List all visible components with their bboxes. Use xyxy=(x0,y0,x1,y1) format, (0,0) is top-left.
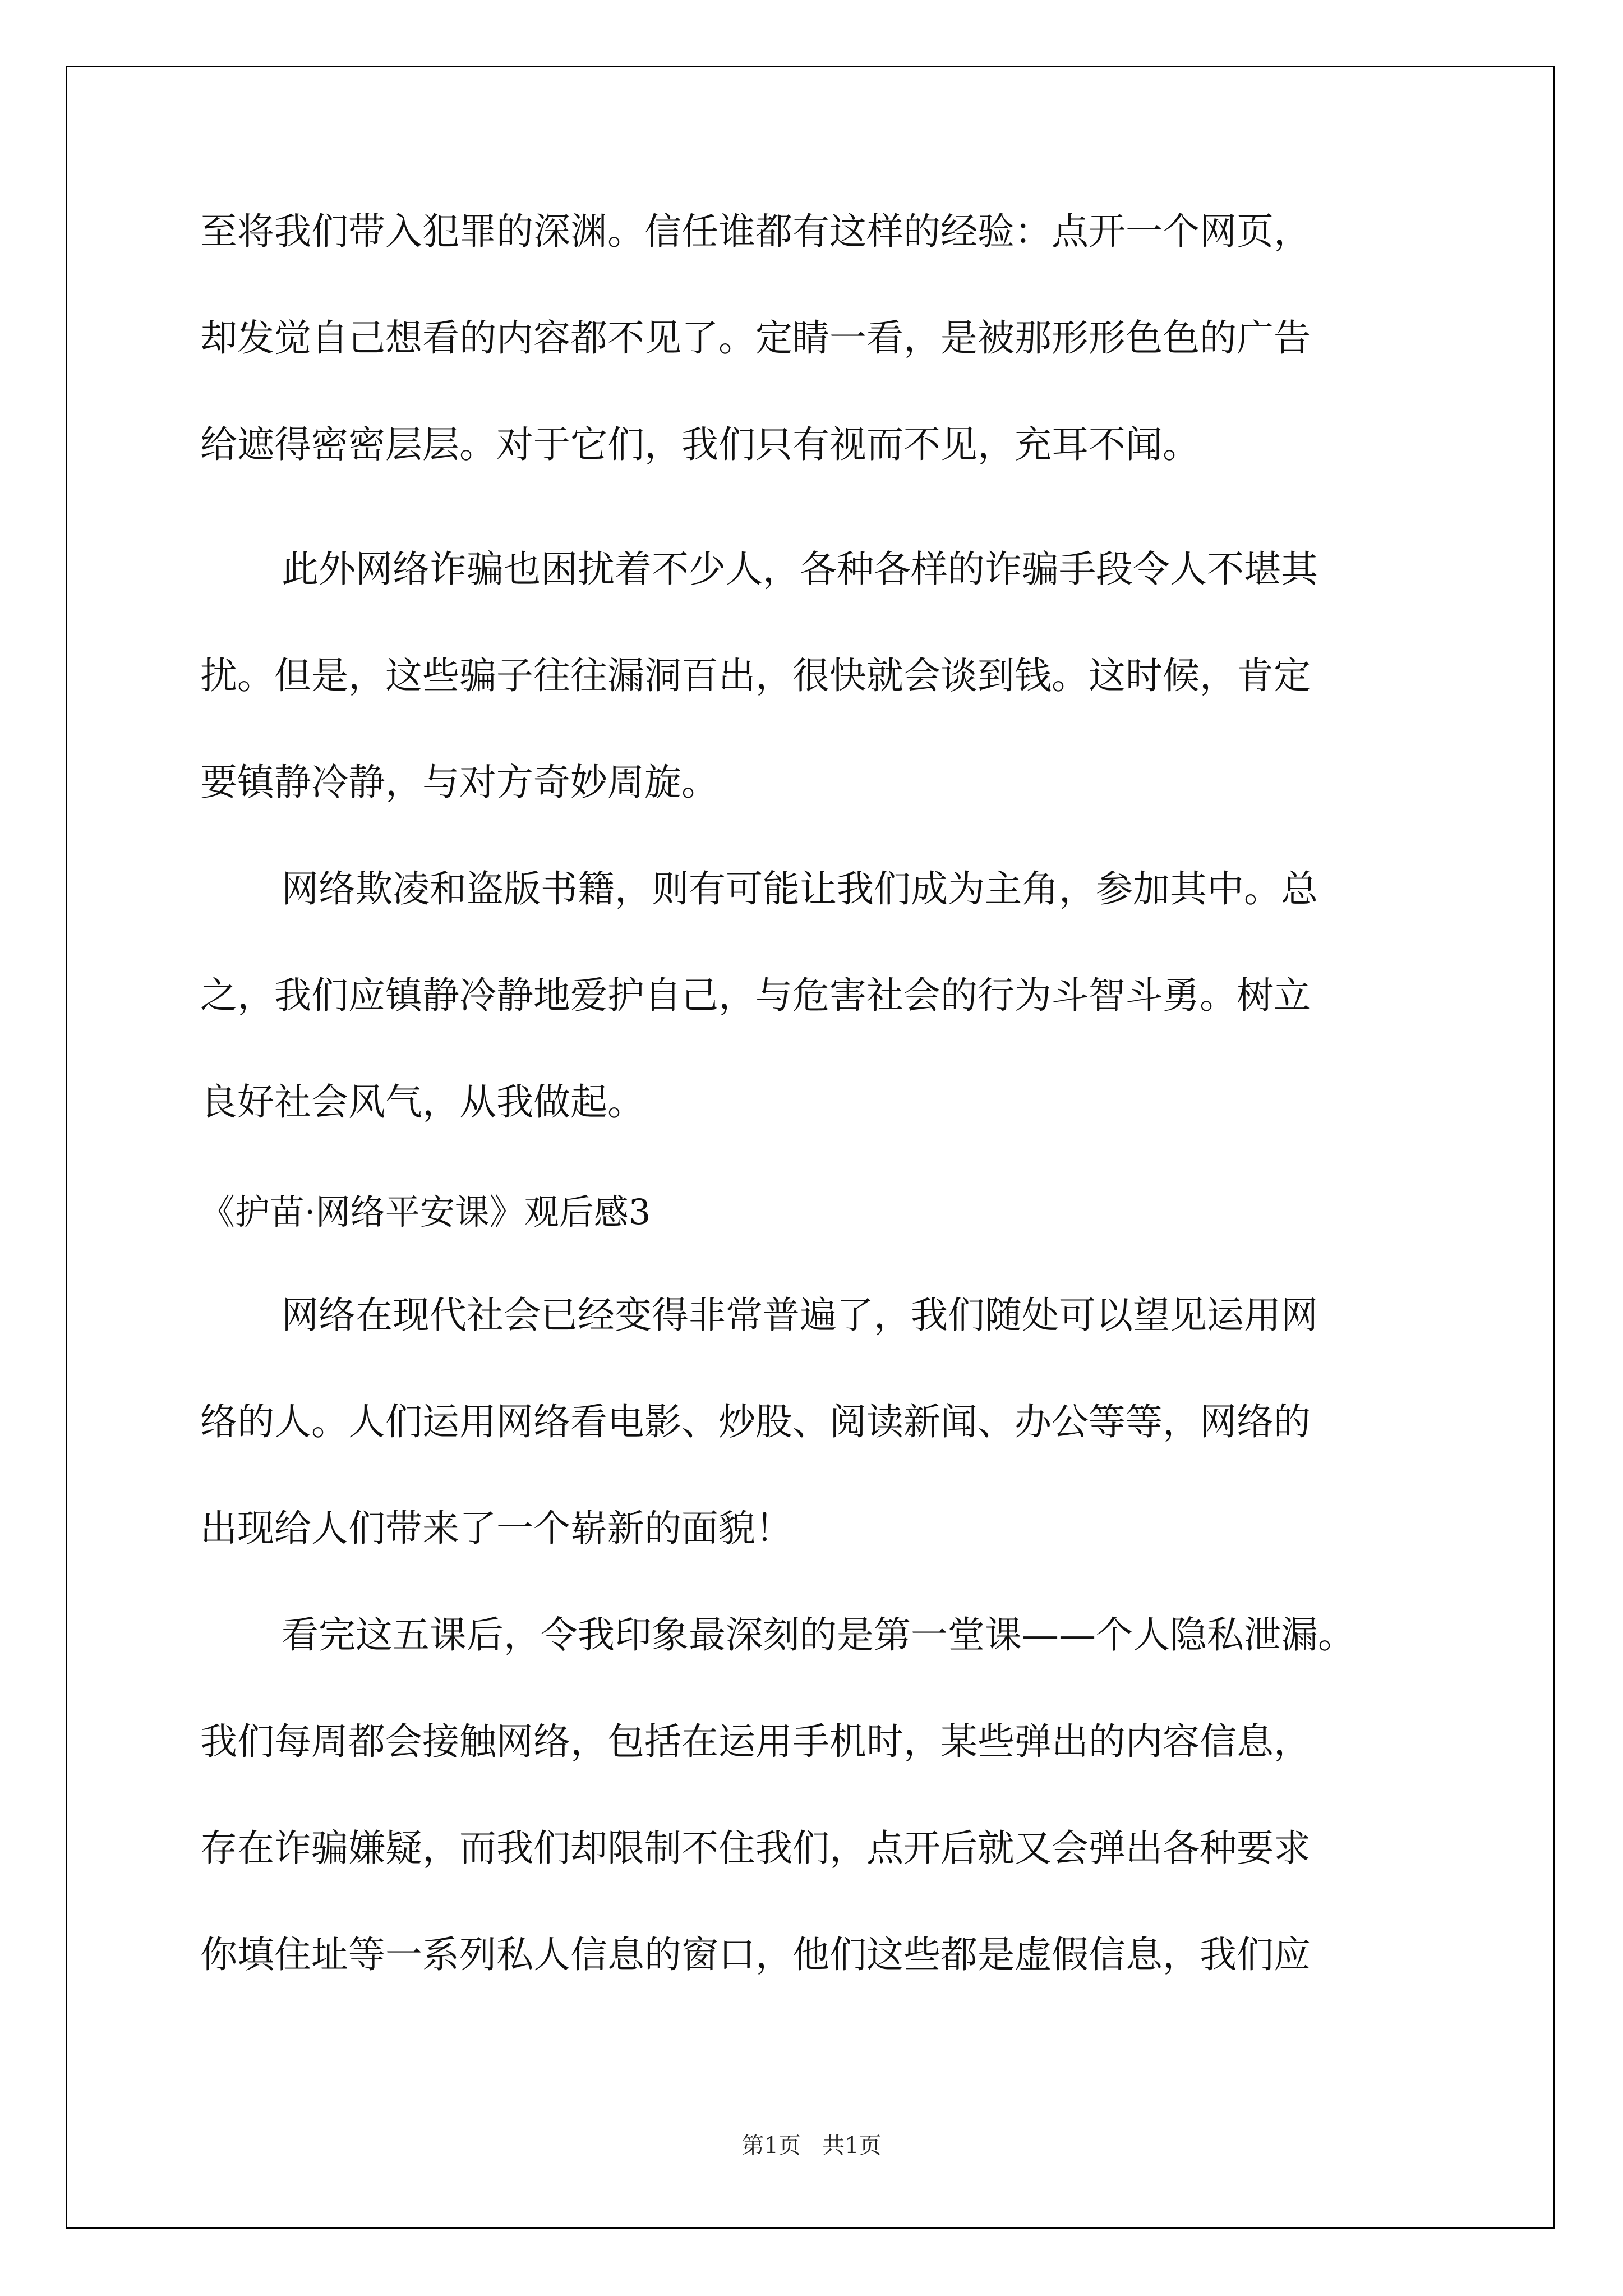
body-text-line: 网络在现代社会已经变得非常普遍了，我们随处可以望见运用网 xyxy=(282,1294,1318,1337)
section-heading: 《护苗·网络平安课》观后感3 xyxy=(200,1191,651,1232)
page-total: 共1页 xyxy=(822,2133,882,2159)
body-text-line: 网络欺凌和盗版书籍，则有可能让我们成为主角，参加其中。总 xyxy=(282,867,1318,910)
body-text-line: 至将我们带入犯罪的深渊。信任谁都有这样的经验：点开一个网页， xyxy=(200,210,1311,253)
body-text-line: 扰。但是，这些骗子往往漏洞百出，很快就会谈到钱。这时候，肯定 xyxy=(200,654,1311,697)
body-text-line: 你填住址等一系列私人信息的窗口，他们这些都是虚假信息，我们应 xyxy=(200,1933,1311,1976)
body-text-line: 络的人。人们运用网络看电影、炒股、阅读新闻、办公等等，网络的 xyxy=(200,1400,1311,1443)
body-text-line: 存在诈骗嫌疑，而我们却限制不住我们，点开后就又会弹出各种要求 xyxy=(200,1826,1311,1870)
body-text-line: 此外网络诈骗也困扰着不少人，各种各样的诈骗手段令人不堪其 xyxy=(282,547,1318,591)
body-text-line: 之，我们应镇静冷静地爱护自己，与危害社会的行为斗智斗勇。树立 xyxy=(200,974,1311,1017)
body-text-line: 给遮得密密层层。对于它们，我们只有视而不见，充耳不闻。 xyxy=(200,423,1200,466)
body-text-line: 良好社会风气，从我做起。 xyxy=(200,1080,644,1124)
page-footer xyxy=(0,2132,1623,2160)
body-text-line: 要镇静冷静，与对方奇妙周旋。 xyxy=(200,761,718,804)
body-text-line: 我们每周都会接触网络，包括在运用手机时，某些弹出的内容信息， xyxy=(200,1720,1311,1763)
body-text-line: 却发觉自己想看的内容都不见了。定睛一看，是被那形形色色的广告 xyxy=(200,316,1311,360)
body-text-line: 出现给人们带来了一个崭新的面貌！ xyxy=(200,1507,792,1550)
body-text-line: 看完这五课后，令我印象最深刻的是第一堂课——个人隐私泄漏。 xyxy=(282,1613,1355,1657)
page-number: 第1页 xyxy=(741,2133,801,2159)
page-border xyxy=(66,66,1555,2229)
